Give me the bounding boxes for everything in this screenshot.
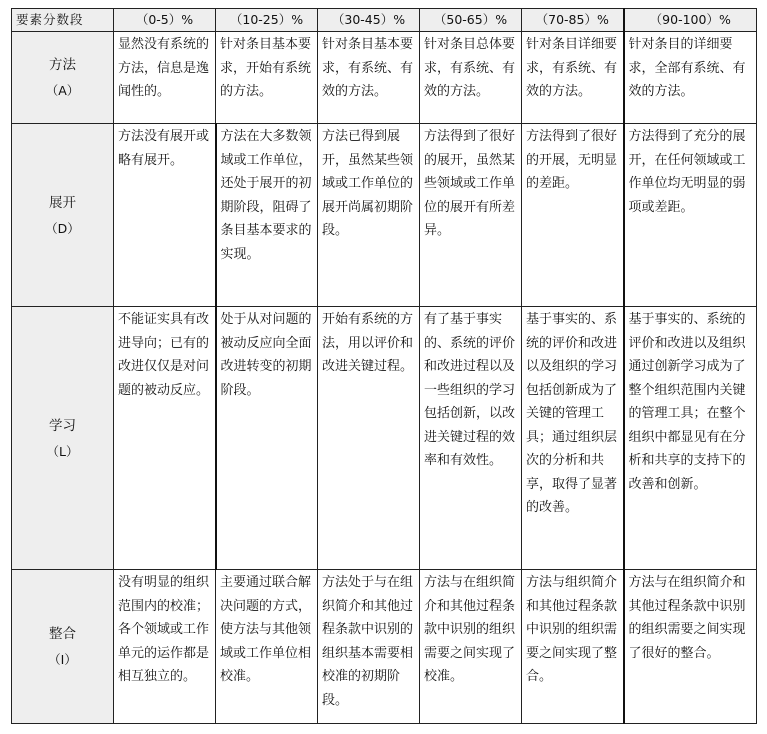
header-level-6: （90-100）% (624, 9, 757, 32)
table-cell: 方法与在组织简介和其他过程条款中识别的组织需要之间实现了校准。 (420, 570, 522, 724)
header-level-5: （70-85）% (522, 9, 624, 32)
table-cell: 方法处于与在组织简介和其他过程条款中识别的组织基本需要相校准的初期阶段。 (318, 570, 420, 724)
table-cell: 方法与组织简介和其他过程条款中识别的组织需要之间实现了整合。 (522, 570, 624, 724)
table-cell: 不能证实具有改进导向；已有的改进仅仅是对问题的被动反应。 (114, 307, 216, 570)
row-name: 学习 (49, 417, 76, 434)
table-cell: 方法在大多数领域或工作单位，还处于展开的初期阶段，阻碍了条目基本要求的实现。 (216, 124, 318, 307)
header-level-2: （10-25）% (216, 9, 318, 32)
header-level-3: （30-45）% (318, 9, 420, 32)
row-integration (12, 570, 757, 724)
table-cell: 显然没有系统的方法，信息是逸闻性的。 (114, 32, 216, 124)
scoring-table-container (11, 8, 757, 724)
row-header-deployment (12, 124, 114, 307)
row-header-approach (12, 32, 114, 124)
header-row (12, 9, 757, 32)
row-name: 整合 (49, 626, 76, 642)
table-cell: 方法已得到展开，虽然某些领域或工作单位的展开尚属初期阶段。 (318, 124, 420, 307)
row-code: （I） (48, 652, 77, 667)
row-name: 方法 (49, 57, 76, 73)
row-header-learning (12, 307, 114, 570)
row-header-integration (12, 570, 114, 724)
table-cell: 针对条目总体要求，有系统、有效的方法。 (420, 32, 522, 124)
table-cell: 处于从对问题的被动反应向全面改进转变的初期阶段。 (216, 307, 318, 570)
header-element-score-band: 要素分数段 (12, 9, 114, 32)
row-name: 展开 (49, 194, 76, 211)
table-cell: 有了基于事实的、系统的评价和改进过程以及一些组织的学习包括创新，以改进关键过程的效率和有效性。 (420, 307, 522, 570)
row-code: （D） (45, 220, 80, 236)
table-cell: 针对条目基本要求，有系统、有效的方法。 (318, 32, 420, 124)
table-cell: 开始有系统的方法，用以评价和改进关键过程。 (318, 307, 420, 570)
table-cell: 方法没有展开或略有展开。 (114, 124, 216, 307)
table-cell: 方法得到了充分的展开，在任何领域或工作单位均无明显的弱项或差距。 (624, 124, 757, 307)
row-deployment (12, 124, 757, 307)
table-cell: 针对条目基本要求，开始有系统的方法。 (216, 32, 318, 124)
row-approach (12, 32, 757, 124)
row-learning (12, 307, 757, 570)
table-cell: 针对条目详细要求，有系统、有效的方法。 (522, 32, 624, 124)
table-cell: 没有明显的组织范围内的校准；各个领域或工作单元的运作都是相互独立的。 (114, 570, 216, 724)
table-cell: 方法得到了很好的开展，无明显的差距。 (522, 124, 624, 307)
table-cell: 主要通过联合解决问题的方式，使方法与其他领域或工作单位相校准。 (216, 570, 318, 724)
row-code: （A） (45, 83, 80, 98)
table-cell: 基于事实的、系统的评价和改进以及组织通过创新学习成为了整个组织范围内关键的管理工具；在整个组织中都显见有在分析和共享的支持下的改善和创新。 (624, 307, 757, 570)
table-cell: 方法得到了很好的展开，虽然某些领域或工作单位的展开有所差异。 (420, 124, 522, 307)
table-cell: 基于事实的、系统的评价和改进以及组织的学习包括创新成为了关键的管理工具；通过组织层次的分析和共享，取得了显著的改善。 (522, 307, 624, 570)
table-cell: 方法与在组织简介和其他过程条款中识别的组织需要之间实现了很好的整合。 (624, 570, 757, 724)
table-cell: 针对条目的详细要求，全部有系统、有效的方法。 (624, 32, 757, 124)
header-level-1: （0-5）% (114, 9, 216, 32)
scoring-table (11, 8, 757, 724)
row-code: （L） (46, 443, 79, 459)
header-level-4: （50-65）% (420, 9, 522, 32)
